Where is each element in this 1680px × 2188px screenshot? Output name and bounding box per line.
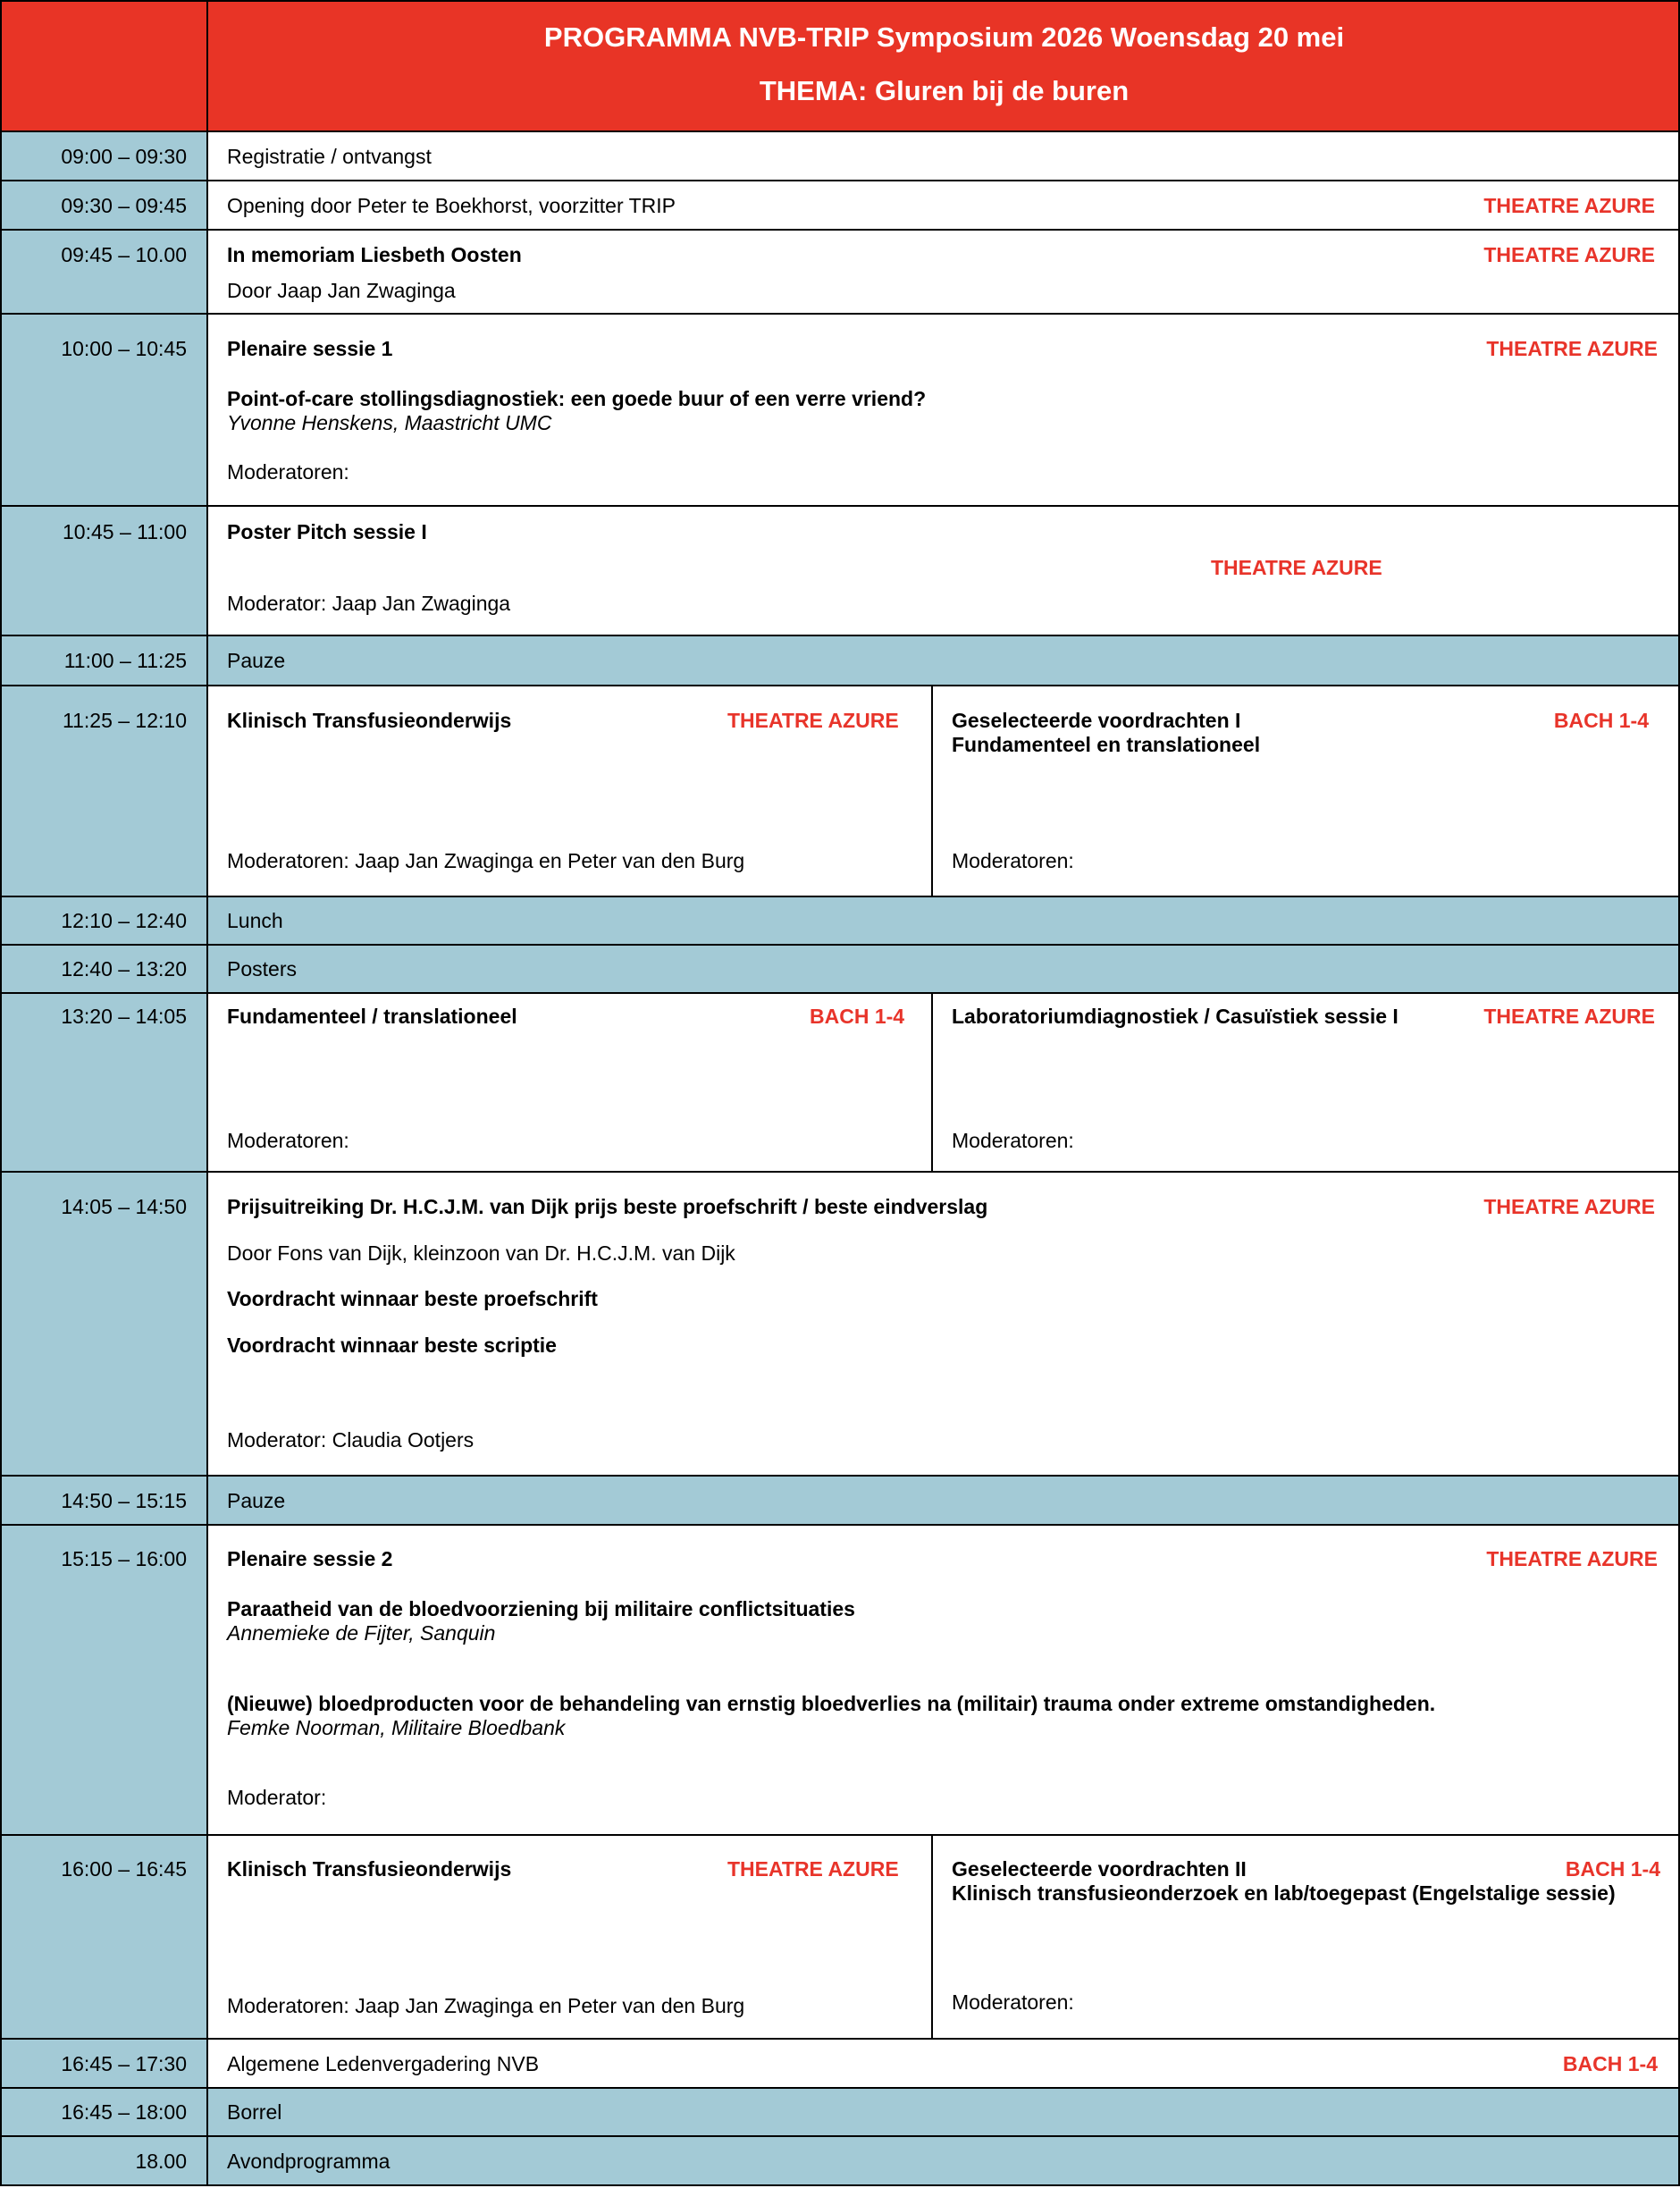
time-slot: 13:20 – 14:05 (0, 993, 208, 1172)
divider (0, 685, 1680, 686)
schedule-row (0, 314, 1680, 506)
divider (0, 313, 1680, 315)
time-slot: 09:45 – 10.00 (0, 230, 208, 314)
divider (0, 1834, 1680, 1836)
divider (0, 2135, 1680, 2137)
room-label: BACH 1-4 (810, 1005, 905, 1028)
time-slot: 18.00 (0, 2136, 208, 2185)
session-title: Geselecteerde voordrachten I (952, 709, 1241, 732)
session-title: Pauze (227, 649, 286, 672)
room-label: THEATRE AZURE (1486, 337, 1658, 360)
session-title: Klinisch Transfusieonderwijs (227, 709, 512, 732)
divider (0, 180, 1680, 181)
divider (0, 635, 1680, 636)
room-label: THEATRE AZURE (727, 709, 899, 732)
divider (0, 505, 1680, 507)
time-slot: 11:00 – 11:25 (0, 635, 208, 686)
session-subtitle: Klinisch transfusieonderzoek en lab/toegepast (Engelstalige sessie) (952, 1881, 1616, 1905)
schedule-row (0, 993, 1680, 1172)
session-title: Posters (227, 957, 297, 980)
room-label: THEATRE AZURE (1483, 1195, 1655, 1218)
session-title: Opening door Peter te Boekhorst, voorzitter TRIP (227, 194, 676, 217)
moderators: Moderator: Jaap Jan Zwaginga (227, 592, 511, 615)
schedule-row (0, 1835, 1680, 2039)
divider (0, 130, 1680, 132)
session-title: Poster Pitch sessie I (227, 520, 427, 543)
session-title: Borrel (227, 2100, 282, 2124)
divider (0, 2038, 1680, 2040)
divider (0, 896, 1680, 897)
divider (0, 229, 1680, 231)
divider (0, 992, 1680, 994)
session-title: Prijsuitreiking Dr. H.C.J.M. van Dijk prijs beste proefschrift / beste eindverslag (227, 1195, 988, 1218)
column-divider (931, 1835, 933, 2039)
session-subtitle: Door Jaap Jan Zwaginga (227, 279, 456, 302)
moderators: Moderatoren: Jaap Jan Zwaginga en Peter van den Burg (227, 849, 745, 872)
schedule-row (0, 230, 1680, 314)
schedule-row (0, 686, 1680, 896)
time-slot: 09:00 – 09:30 (0, 131, 208, 181)
column-divider (931, 993, 933, 1172)
program-header (0, 0, 1680, 131)
room-label: THEATRE AZURE (1483, 243, 1655, 266)
room-label: THEATRE AZURE (1486, 1547, 1658, 1570)
talk-title: Paraatheid van de bloedvoorziening bij militaire conflictsituaties (227, 1597, 855, 1620)
divider (0, 1475, 1680, 1477)
time-slot: 16:45 – 18:00 (0, 2088, 208, 2136)
column-divider (931, 686, 933, 896)
talk-title: Voordracht winnaar beste scriptie (227, 1334, 557, 1357)
divider (0, 1524, 1680, 1526)
divider (0, 1171, 1680, 1173)
divider (0, 2184, 1680, 2186)
schedule-row (0, 131, 1680, 181)
session-title: Plenaire sessie 1 (227, 337, 393, 360)
session-title: Geselecteerde voordrachten II (952, 1857, 1247, 1881)
moderators: Moderatoren: (952, 849, 1074, 872)
speaker: Annemieke de Fijter, Sanquin (227, 1621, 496, 1645)
schedule-row (0, 1172, 1680, 1476)
talk-title: Point-of-care stollingsdiagnostiek: een goede buur of een verre vriend? (227, 387, 927, 410)
session-title: In memoriam Liesbeth Oosten (227, 243, 522, 266)
room-label: THEATRE AZURE (1483, 194, 1655, 217)
schedule-row (0, 2088, 1680, 2136)
time-slot: 14:50 – 15:15 (0, 1476, 208, 1525)
time-slot: 12:40 – 13:20 (0, 945, 208, 993)
talk-title: (Nieuwe) bloedproducten voor de behandeling van ernstig bloedverlies na (militair) trauma onder extreme omstandigheden. (227, 1692, 1436, 1715)
schedule-row (0, 896, 1680, 945)
room-label: THEATRE AZURE (727, 1857, 899, 1881)
time-slot: 15:15 – 16:00 (0, 1525, 208, 1835)
schedule-row (0, 506, 1680, 635)
room-label: BACH 1-4 (1565, 1857, 1660, 1881)
schedule-row (0, 181, 1680, 230)
speaker: Femke Noorman, Militaire Bloedbank (227, 1716, 566, 1739)
session-title: Pauze (227, 1489, 286, 1512)
session-title: Klinisch Transfusieonderwijs (227, 1857, 512, 1881)
moderators: Moderatoren: (227, 1129, 349, 1152)
moderators: Moderatoren: Jaap Jan Zwaginga en Peter van den Burg (227, 1994, 745, 2017)
time-slot: 14:05 – 14:50 (0, 1172, 208, 1476)
moderators: Moderator: Claudia Ootjers (227, 1428, 475, 1452)
session-title: Plenaire sessie 2 (227, 1547, 393, 1570)
header-corner (0, 0, 208, 131)
session-title: Algemene Ledenvergadering NVB (227, 2052, 540, 2075)
time-slot: 10:00 – 10:45 (0, 314, 208, 506)
divider (0, 944, 1680, 946)
moderators: Moderatoren: (952, 1990, 1074, 2014)
session-subtitle: Fundamenteel en translationeel (952, 733, 1261, 756)
schedule-row (0, 1476, 1680, 1525)
time-slot: 10:45 – 11:00 (0, 506, 208, 635)
session-title: Fundamenteel / translationeel (227, 1005, 517, 1028)
session-title: Laboratoriumdiagnostiek / Casuïstiek sessie I (952, 1005, 1399, 1028)
room-label: BACH 1-4 (1553, 709, 1649, 732)
program-title: PROGRAMMA NVB-TRIP Symposium 2026 Woensdag 20 mei (543, 21, 1345, 53)
program-theme: THEMA: Gluren bij de buren (759, 75, 1130, 106)
session-title: Avondprogramma (227, 2150, 391, 2173)
moderators: Moderator: (227, 1786, 327, 1809)
divider (0, 2087, 1680, 2089)
room-label: THEATRE AZURE (1483, 1005, 1655, 1028)
room-label: THEATRE AZURE (1211, 556, 1382, 579)
time-slot: 09:30 – 09:45 (0, 181, 208, 230)
time-slot: 12:10 – 12:40 (0, 896, 208, 945)
session-title: Registratie / ontvangst (227, 145, 432, 168)
time-slot: 16:00 – 16:45 (0, 1835, 208, 2039)
time-slot: 11:25 – 12:10 (0, 686, 208, 896)
moderators: Moderatoren: (952, 1129, 1074, 1152)
schedule-row (0, 945, 1680, 993)
schedule-row (0, 2136, 1680, 2185)
session-title: Lunch (227, 909, 283, 932)
session-subtitle: Door Fons van Dijk, kleinzoon van Dr. H.C.J.M. van Dijk (227, 1241, 735, 1265)
room-label: BACH 1-4 (1562, 2052, 1658, 2075)
time-slot: 16:45 – 17:30 (0, 2039, 208, 2088)
talk-title: Voordracht winnaar beste proefschrift (227, 1287, 598, 1310)
speaker: Yvonne Henskens, Maastricht UMC (227, 411, 552, 434)
schedule-row (0, 635, 1680, 686)
moderators: Moderatoren: (227, 460, 349, 484)
schedule-row (0, 1525, 1680, 1835)
schedule-row (0, 2039, 1680, 2088)
